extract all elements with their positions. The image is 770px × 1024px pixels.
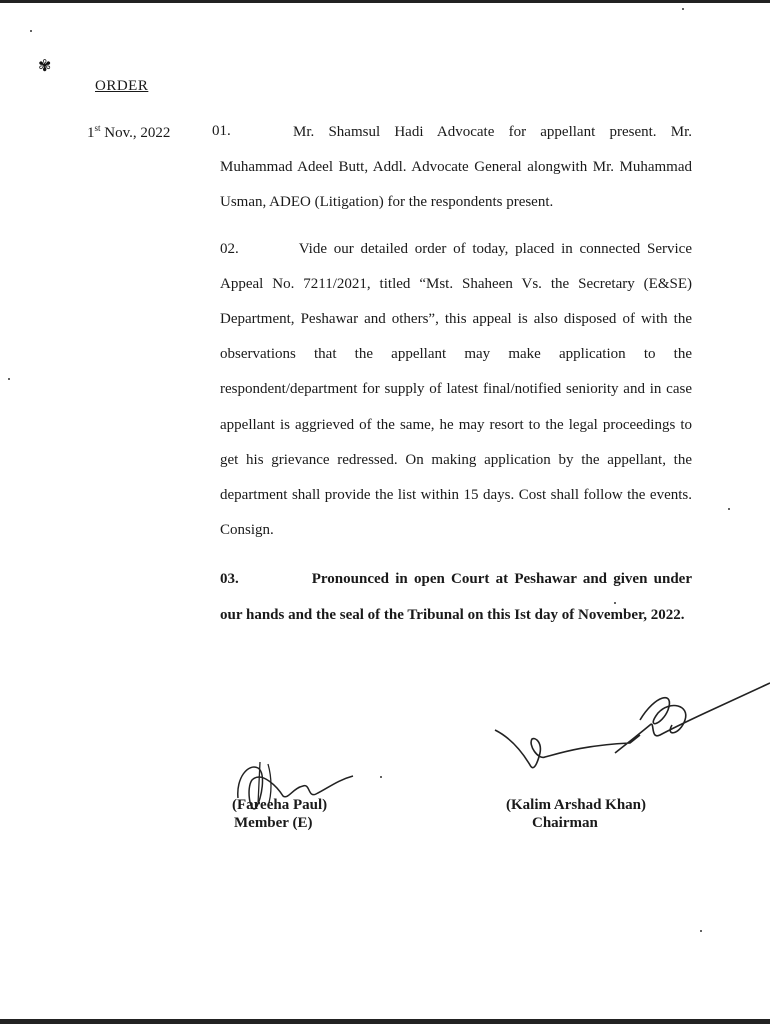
order-date xyxy=(87,123,170,142)
scan-speck xyxy=(8,378,10,380)
member-name: (Fareeha Paul) xyxy=(232,797,328,813)
paragraph-number-3: 03. xyxy=(220,571,239,588)
paragraph-2-text: Vide our detailed order of today, placed in connected Service Appeal No. 7211/2021, titled “Mst. Shaheen Vs. the Secretary (E&SE) Department, Peshawar and others”, this appeal is also disposed of with the observations that the appellant may make application to the respondent/department for supply of latest final/notified seniority and in case appellant is aggrieved of the same, he may resort to the legal proceedings to get his grievance redressed. On making application by the appellant, the department shall provide the list within 15 days. Cost shall follow the events. Consign. xyxy=(220,240,692,539)
order-body xyxy=(220,115,692,633)
member-title: Member (E) xyxy=(234,815,313,831)
paragraph-number-2: 02. xyxy=(220,240,239,257)
paragraph-3 xyxy=(220,562,692,632)
paragraph-1-text: Mr. Shamsul Hadi Advocate for appellant present. Mr. Muhammad Adeel Butt, Addl. Advocate General alongwith Mr. Muhammad Usman, ADEO (Litigation) for the respondents present. xyxy=(220,124,692,211)
paragraph-2 xyxy=(220,232,692,549)
bottom-scan-border xyxy=(0,1019,770,1024)
date-day: 1 xyxy=(87,125,95,141)
chairman-signatory xyxy=(506,796,646,832)
order-heading: ORDER xyxy=(95,78,149,94)
scan-speck xyxy=(700,930,702,932)
top-scan-border xyxy=(0,0,770,3)
member-signatory xyxy=(232,796,327,832)
ornament-icon: ✾ xyxy=(38,58,52,75)
chairman-title: Chairman xyxy=(532,815,598,831)
chairman-name: (Kalim Arshad Khan) xyxy=(506,797,647,813)
chairman-signature xyxy=(490,665,770,785)
paragraph-3-text: Pronounced in open Court at Peshawar and given under our hands and the seal of the Tribunal on this Ist day of November, 2022. xyxy=(220,571,692,623)
paragraph-number-1: 01. xyxy=(212,123,231,139)
scan-speck xyxy=(30,30,32,32)
date-month-year: Nov., 2022 xyxy=(100,125,171,141)
scan-speck xyxy=(728,508,730,510)
scan-speck xyxy=(380,776,382,778)
scan-speck xyxy=(682,8,684,10)
date-suffix: st xyxy=(94,123,101,133)
